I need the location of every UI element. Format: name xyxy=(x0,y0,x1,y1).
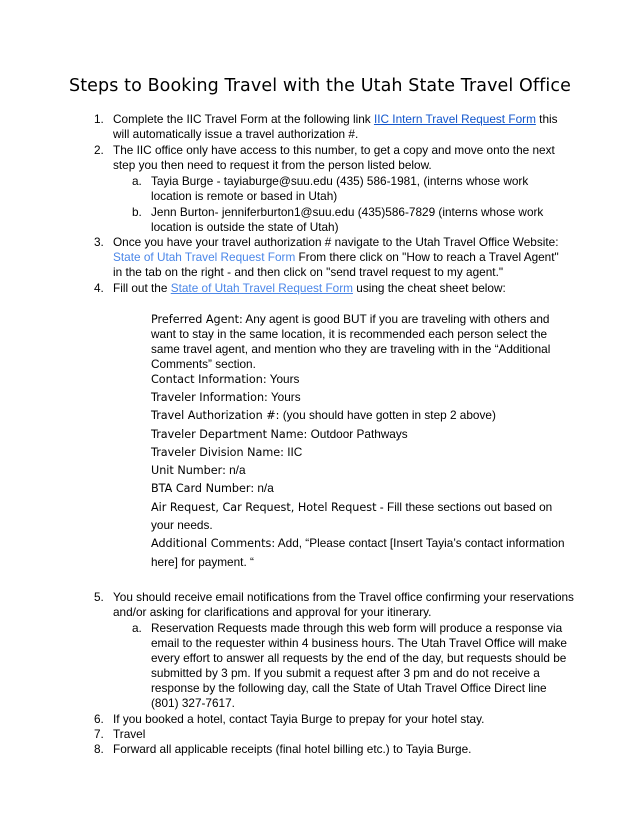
page-title: Steps to Booking Travel with the Utah State Travel Office xyxy=(69,76,571,96)
air-car-hotel-request-label: Air Request, Car Request, Hotel Request xyxy=(151,501,377,514)
step-5a-line-3: every effort to answer all requests by the end of the day, but requests should be xyxy=(151,651,567,665)
step-3-number: 3. xyxy=(94,235,104,249)
contact-information-label: Contact Information: xyxy=(151,373,267,386)
step-4-line-1 xyxy=(113,281,506,296)
step-6-number: 6. xyxy=(94,712,104,726)
step-1-text: Complete the IIC Travel Form at the following link xyxy=(113,112,374,126)
additional-comments-value: Add, “Please contact [Insert Tayia’s contact information xyxy=(275,536,565,550)
step-5a-line-4: submitted by 3 pm. If you submit a request after 3 pm and do not receive a xyxy=(151,666,540,680)
step-2b-line-1: Jenn Burton- jenniferburton1@suu.edu (435)586-7829 (interns whose work xyxy=(151,205,544,219)
travel-authorization-label: Travel Authorization #: xyxy=(151,409,280,422)
step-3-text-post: From there click on "How to reach a Travel Agent" xyxy=(295,250,559,264)
traveler-information-label: Traveler Information: xyxy=(151,391,268,404)
step-5-number: 5. xyxy=(94,590,104,604)
step-3-line-3: in the tab on the right - and then click on "send travel request to my agent." xyxy=(113,265,504,279)
preferred-agent-value: Any agent is good BUT if you are traveling with others and xyxy=(242,312,550,326)
step-2-number: 2. xyxy=(94,143,104,157)
cheat-travel-authorization xyxy=(151,408,496,423)
step-8-number: 8. xyxy=(94,742,104,756)
step-4-number: 4. xyxy=(94,281,104,295)
step-6-text: If you booked a hotel, contact Tayia Burge to prepay for your hotel stay. xyxy=(113,712,485,726)
contact-information-value: Yours xyxy=(266,372,300,386)
step-2a-line-2: location is remote or based in Utah) xyxy=(151,189,338,203)
step-2b-line-2: location is outside the state of Utah) xyxy=(151,220,339,234)
cheat-preferred-agent-line-1 xyxy=(151,312,549,327)
traveler-division-label: Traveler Division Name: xyxy=(151,446,284,459)
traveler-division-value: IIC xyxy=(283,445,303,459)
cheat-air-car-hotel-request-line-2: your needs. xyxy=(151,518,213,532)
cheat-preferred-agent-line-3: same travel agent, and mention who they are traveling with in the “Additional xyxy=(151,342,551,356)
step-2a-line-1: Tayia Burge - tayiaburge@suu.edu (435) 586-1981, (interns whose work xyxy=(151,174,529,188)
traveler-information-value: Yours xyxy=(267,390,301,404)
step-1-line-2: will automatically issue a travel authorization #. xyxy=(113,127,359,141)
iic-intern-travel-request-form-link[interactable]: IIC Intern Travel Request Form xyxy=(373,112,536,126)
bta-card-number-label: BTA Card Number: xyxy=(151,482,255,495)
cheat-traveler-department xyxy=(151,427,408,442)
step-5a-line-2: email to the requester within 4 business hours. The Utah Travel Office will make xyxy=(151,636,567,650)
cheat-bta-card-number xyxy=(151,481,274,496)
step-8-text: Forward all applicable receipts (final hotel billing etc.) to Tayia Burge. xyxy=(113,742,472,756)
traveler-department-value: Outdoor Pathways xyxy=(307,427,408,441)
step-5a-line-5: response by the following day, call the State of Utah Travel Office Direct line xyxy=(151,681,547,695)
cheat-traveler-information xyxy=(151,390,301,405)
step-7-number: 7. xyxy=(94,727,104,741)
step-2-line-2: step you then need to request it from the person listed below. xyxy=(113,158,432,172)
unit-number-value: n/a xyxy=(225,463,246,477)
step-2b-number: b. xyxy=(132,205,142,219)
cheat-unit-number xyxy=(151,463,246,478)
cheat-additional-comments-line-2: here] for payment. “ xyxy=(151,555,254,569)
additional-comments-label: Additional Comments: xyxy=(151,537,276,550)
step-3-line-2 xyxy=(113,250,559,265)
step-1-text-post: this xyxy=(535,112,558,126)
step-5-line-2: and/or asking for clarifications and approval for your itinerary. xyxy=(113,605,432,619)
step-1-line-1 xyxy=(113,112,558,127)
state-of-utah-travel-request-link-2[interactable]: State of Utah Travel Request Form xyxy=(170,281,353,295)
step-1-number: 1. xyxy=(94,112,104,126)
cheat-additional-comments-line-1 xyxy=(151,536,565,551)
state-of-utah-travel-request-link-1[interactable]: State of Utah Travel Request Form xyxy=(113,250,296,264)
traveler-department-label: Traveler Department Name: xyxy=(151,428,308,441)
step-5-line-1: You should receive email notifications from the Travel office confirming your reservations xyxy=(113,590,574,604)
step-5a-line-6: (801) 327-7617. xyxy=(151,696,235,710)
step-2a-number: a. xyxy=(132,174,142,188)
cheat-air-car-hotel-request-line-1 xyxy=(151,500,552,515)
preferred-agent-label: Preferred Agent: xyxy=(151,313,243,326)
travel-authorization-value: (you should have gotten in step 2 above) xyxy=(279,408,496,422)
cheat-traveler-division xyxy=(151,445,302,460)
air-car-hotel-request-value: - Fill these sections out based on xyxy=(376,500,553,514)
step-5a-number: a. xyxy=(132,621,142,635)
step-2-line-1: The IIC office only have access to this number, to get a copy and move onto the next xyxy=(113,143,555,157)
step-4-text: Fill out the xyxy=(113,281,171,295)
step-7-text: Travel xyxy=(113,727,146,741)
unit-number-label: Unit Number: xyxy=(151,464,226,477)
step-3-line-1: Once you have your travel authorization # navigate to the Utah Travel Office Website: xyxy=(113,235,559,249)
step-5a-line-1: Reservation Requests made through this web form will produce a response via xyxy=(151,621,563,635)
cheat-preferred-agent-line-4: Comments” section. xyxy=(151,357,256,371)
step-4-text-post: using the cheat sheet below: xyxy=(352,281,506,295)
cheat-preferred-agent-line-2: want to stay in the same location, it is recommended each person select the xyxy=(151,327,548,341)
bta-card-number-value: n/a xyxy=(254,481,274,495)
cheat-contact-information xyxy=(151,372,299,387)
